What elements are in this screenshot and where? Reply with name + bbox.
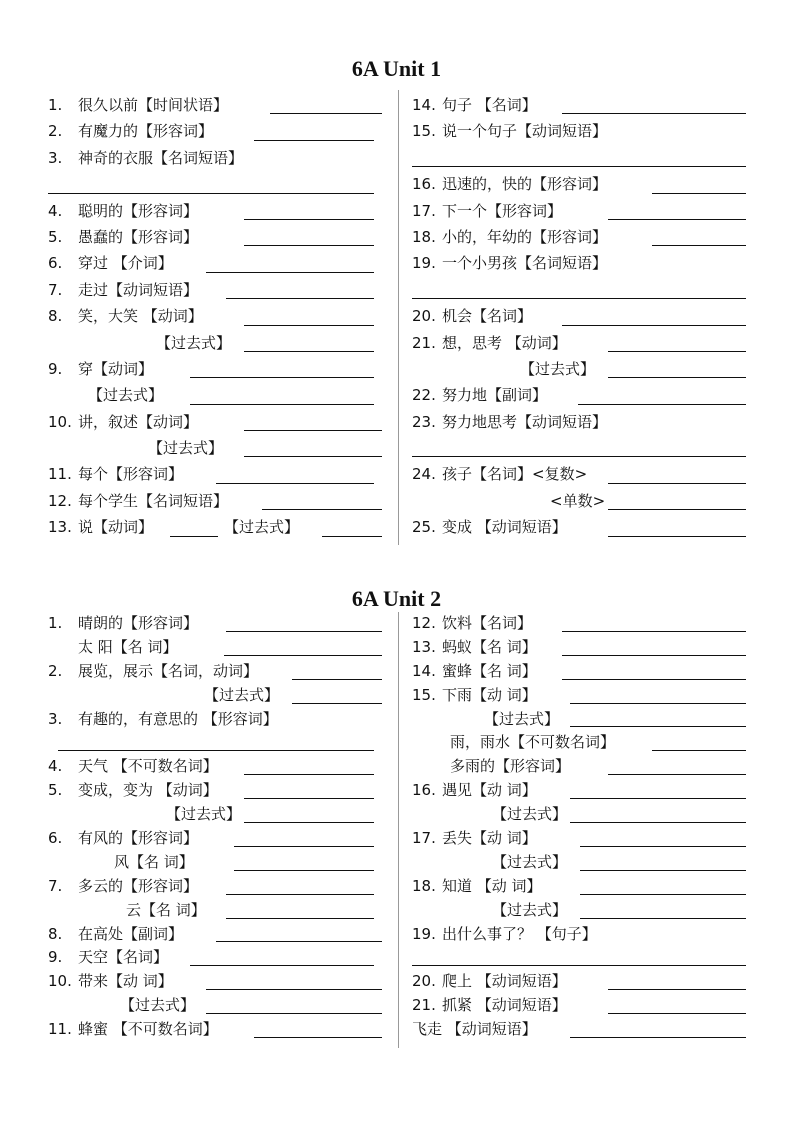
exercise-row xyxy=(412,488,748,514)
exercise-row xyxy=(412,198,748,224)
exercise-row xyxy=(412,923,748,947)
item-number: 20. xyxy=(412,307,436,326)
answer-blank[interactable] xyxy=(244,798,374,799)
exercise-row xyxy=(48,923,384,947)
exercise-row xyxy=(412,382,748,408)
exercise-row xyxy=(48,277,384,303)
answer-blank[interactable] xyxy=(562,655,746,656)
item-number: 1. xyxy=(48,96,63,114)
item-prompt: 爬上 【动词短语】 xyxy=(442,972,567,991)
exercise-row xyxy=(48,660,384,684)
answer-blank[interactable] xyxy=(216,483,374,484)
item-number: 4. xyxy=(48,201,63,220)
exercise-row xyxy=(412,779,748,803)
item-prompt: 穿【动词】 xyxy=(78,359,154,378)
item-number: 3. xyxy=(48,709,63,728)
item-prompt: 想，思考 【动词】 xyxy=(442,333,567,352)
answer-blank[interactable] xyxy=(226,298,374,299)
item-prompt: 愚蠢的【形容词】 xyxy=(78,227,199,246)
exercise-row xyxy=(48,875,384,899)
item-number: 13. xyxy=(412,637,436,656)
answer-blank[interactable] xyxy=(412,166,746,167)
item-prompt: 在高处【副词】 xyxy=(78,924,184,943)
exercise-row xyxy=(48,198,384,224)
item-prompt: 【过去式】 xyxy=(492,805,568,824)
answer-blank[interactable] xyxy=(578,404,746,405)
answer-blank[interactable] xyxy=(190,965,374,966)
exercise-row xyxy=(48,461,384,487)
answer-blank[interactable] xyxy=(206,989,382,990)
item-number: 12. xyxy=(48,491,72,510)
item-prompt: 云【名 词】 xyxy=(126,900,206,919)
item-prompt: 【过去式】 xyxy=(520,359,596,378)
exercise-row xyxy=(412,684,748,708)
answer-blank[interactable] xyxy=(292,679,382,680)
unit1-divider xyxy=(398,90,399,545)
exercise-row xyxy=(412,250,748,276)
item-prompt: <单数> xyxy=(550,491,606,510)
exercise-row xyxy=(412,970,748,994)
answer-blank[interactable] xyxy=(570,798,746,799)
exercise-row xyxy=(412,514,748,540)
answer-blank[interactable] xyxy=(244,430,382,431)
item-number: 14. xyxy=(412,96,436,114)
item-prompt: 讲，叙述【动词】 xyxy=(78,412,199,431)
exercise-row xyxy=(412,171,748,197)
item-prompt: 蜂蜜 【不可数名词】 xyxy=(78,1020,218,1039)
answer-blank[interactable] xyxy=(234,870,374,871)
answer-blank[interactable] xyxy=(562,631,746,632)
exercise-row xyxy=(48,92,384,118)
answer-blank[interactable] xyxy=(580,870,746,871)
answer-blank[interactable] xyxy=(570,726,746,727)
exercise-row xyxy=(48,731,384,755)
item-prompt: 【过去式】 xyxy=(88,386,164,405)
exercise-row xyxy=(48,946,384,970)
item-prompt: 【过去式】 xyxy=(204,685,280,704)
unit2-title: 6A Unit 2 xyxy=(351,586,442,611)
exercise-row xyxy=(412,994,748,1018)
item-number: 7. xyxy=(48,876,63,895)
exercise-row xyxy=(48,636,384,660)
exercise-row xyxy=(412,224,748,250)
item-prompt: 聪明的【形容词】 xyxy=(78,201,199,220)
exercise-row xyxy=(412,660,748,684)
exercise-row xyxy=(48,779,384,803)
answer-blank[interactable] xyxy=(244,325,374,326)
item-prompt: 风【名 词】 xyxy=(114,852,194,871)
item-number: 5. xyxy=(48,781,63,800)
answer-blank[interactable] xyxy=(48,193,374,194)
item-prompt: 说一个句子【动词短语】 xyxy=(442,122,608,141)
answer-blank[interactable] xyxy=(608,351,746,352)
item-prompt: 抓紧 【动词短语】 xyxy=(442,996,567,1015)
answer-blank[interactable] xyxy=(270,113,382,114)
exercise-row xyxy=(412,899,748,923)
exercise-row xyxy=(412,409,748,435)
exercise-row xyxy=(412,636,748,660)
exercise-row xyxy=(412,435,748,461)
answer-blank[interactable] xyxy=(244,245,374,246)
item-number: 16. xyxy=(412,781,436,800)
answer-blank[interactable] xyxy=(322,536,382,537)
answer-blank[interactable] xyxy=(608,377,746,378)
item-prompt: 有魔力的【形容词】 xyxy=(78,122,214,141)
answer-blank[interactable] xyxy=(58,750,374,751)
exercise-row xyxy=(48,145,384,171)
answer-blank[interactable] xyxy=(562,679,746,680)
exercise-row xyxy=(48,356,384,382)
item-prompt: 天空【名词】 xyxy=(78,948,169,967)
answer-blank[interactable] xyxy=(608,483,746,484)
item-prompt: 走过【动词短语】 xyxy=(78,280,199,299)
item-prompt: 变成 【动词短语】 xyxy=(442,518,567,537)
item-prompt: 有趣的，有意思的 【形容词】 xyxy=(78,709,278,728)
exercise-row xyxy=(412,145,748,171)
answer-blank[interactable] xyxy=(608,509,746,510)
item-number: 23. xyxy=(412,412,436,431)
answer-blank[interactable] xyxy=(580,894,746,895)
item-prompt: 笑，大笑 【动词】 xyxy=(78,307,203,326)
exercise-row xyxy=(412,92,748,118)
item-prompt: 飞走 【动词短语】 xyxy=(412,1020,537,1039)
answer-blank[interactable] xyxy=(562,113,746,114)
answer-blank[interactable] xyxy=(226,894,374,895)
answer-blank[interactable] xyxy=(608,219,746,220)
item-number: 6. xyxy=(48,829,63,848)
exercise-row xyxy=(48,899,384,923)
item-prompt: 有风的【形容词】 xyxy=(78,829,199,848)
item-number: 19. xyxy=(412,924,436,943)
item-number: 22. xyxy=(412,386,436,405)
exercise-row xyxy=(48,755,384,779)
unit2-right-column xyxy=(412,612,748,1042)
exercise-row xyxy=(412,461,748,487)
answer-blank[interactable] xyxy=(292,703,382,704)
answer-blank[interactable] xyxy=(244,774,374,775)
item-prompt: 展览，展示【名词，动词】 xyxy=(78,661,259,680)
item-prompt: 孩子【名词】<复数> xyxy=(442,465,588,484)
item-number: 18. xyxy=(412,227,436,246)
item-number: 17. xyxy=(412,201,436,220)
item-number: 1. xyxy=(48,614,63,632)
item-prompt: 每个【形容词】 xyxy=(78,465,184,484)
item-prompt: 每个学生【名词短语】 xyxy=(78,491,229,510)
item-number: 24. xyxy=(412,465,436,484)
exercise-row xyxy=(48,803,384,827)
item-number: 5. xyxy=(48,227,63,246)
exercise-row xyxy=(48,684,384,708)
item-prompt: 丢失【动 词】 xyxy=(442,829,537,848)
item-prompt: 下一个【形容词】 xyxy=(442,201,563,220)
answer-blank[interactable] xyxy=(608,989,746,990)
exercise-row xyxy=(48,303,384,329)
item-number: 8. xyxy=(48,924,63,943)
exercise-row xyxy=(48,1018,384,1042)
item-number: 12. xyxy=(412,614,436,632)
item-prompt: 机会【名词】 xyxy=(442,307,533,326)
item-prompt: 一个小男孩【名词短语】 xyxy=(442,254,608,273)
item-prompt: 【过去式】 xyxy=(492,852,568,871)
item-number: 4. xyxy=(48,757,63,776)
answer-blank[interactable] xyxy=(226,631,382,632)
item-number: 2. xyxy=(48,661,63,680)
answer-blank[interactable] xyxy=(412,965,746,966)
exercise-row xyxy=(48,827,384,851)
answer-blank[interactable] xyxy=(570,1037,746,1038)
item-number: 15. xyxy=(412,685,436,704)
exercise-row xyxy=(48,118,384,144)
exercise-row xyxy=(412,330,748,356)
item-prompt: 饮料【名词】 xyxy=(442,614,533,632)
exercise-row xyxy=(412,875,748,899)
item-prompt: 变成，变为 【动词】 xyxy=(78,781,218,800)
answer-blank[interactable] xyxy=(216,941,382,942)
item-prompt: 出什么事了？ 【句子】 xyxy=(442,924,597,943)
unit2-left-column xyxy=(48,612,384,1042)
item-prompt: 太 阳【名 词】 xyxy=(78,637,178,656)
exercise-row xyxy=(412,731,748,755)
item-prompt: 【过去式】 xyxy=(148,439,224,458)
answer-blank[interactable] xyxy=(652,245,746,246)
item-number: 10. xyxy=(48,972,72,991)
exercise-row xyxy=(48,970,384,994)
answer-blank[interactable] xyxy=(608,1013,746,1014)
item-prompt: 带来【动 词】 xyxy=(78,972,173,991)
item-number: 8. xyxy=(48,307,63,326)
answer-blank[interactable] xyxy=(254,1037,382,1038)
item-prompt: 遇见【动 词】 xyxy=(442,781,537,800)
answer-blank[interactable] xyxy=(562,325,746,326)
answer-blank[interactable] xyxy=(412,456,746,457)
item-prompt: 努力地【副词】 xyxy=(442,386,548,405)
item-prompt: 穿过 【介词】 xyxy=(78,254,173,273)
exercise-row xyxy=(48,250,384,276)
answer-blank[interactable] xyxy=(190,377,374,378)
answer-blank[interactable] xyxy=(244,219,374,220)
item-number: 19. xyxy=(412,254,436,273)
item-prompt: 【过去式】 xyxy=(484,709,560,728)
answer-blank[interactable] xyxy=(652,193,746,194)
answer-blank[interactable] xyxy=(262,509,382,510)
unit1-left-column xyxy=(48,92,384,541)
item-prompt: 知道 【动 词】 xyxy=(442,876,542,895)
exercise-row xyxy=(412,946,748,970)
exercise-row xyxy=(412,803,748,827)
exercise-row xyxy=(412,118,748,144)
exercise-row xyxy=(412,708,748,732)
item-number: 3. xyxy=(48,148,63,167)
item-prompt: 句子 【名词】 xyxy=(442,96,537,114)
answer-blank[interactable] xyxy=(190,404,374,405)
answer-blank[interactable] xyxy=(244,456,382,457)
exercise-row xyxy=(48,224,384,250)
item-number: 16. xyxy=(412,175,436,194)
answer-blank[interactable] xyxy=(608,774,746,775)
item-prompt: 晴朗的【形容词】 xyxy=(78,614,199,632)
answer-blank[interactable] xyxy=(570,703,746,704)
item-prompt: 【过去式】 xyxy=(166,805,242,824)
item-number: 13. xyxy=(48,518,72,537)
answer-blank[interactable] xyxy=(234,846,374,847)
item-prompt: 【过去式】 xyxy=(492,900,568,919)
unit1-title: 6A Unit 1 xyxy=(351,56,442,81)
exercise-row xyxy=(48,994,384,1018)
item-prompt: 蜜蜂【名 词】 xyxy=(442,661,537,680)
exercise-row xyxy=(48,851,384,875)
item-number: 20. xyxy=(412,972,436,991)
answer-blank[interactable] xyxy=(580,846,746,847)
item-prompt: 【过去式】 xyxy=(156,333,232,352)
exercise-row xyxy=(412,1018,748,1042)
item-prompt: 雨，雨水【不可数名词】 xyxy=(450,733,616,752)
exercise-row xyxy=(412,612,748,636)
answer-blank[interactable] xyxy=(224,655,382,656)
answer-blank[interactable] xyxy=(580,918,746,919)
item-prompt: 很久以前【时间状语】 xyxy=(78,96,229,114)
answer-blank[interactable] xyxy=(206,1013,382,1014)
exercise-row xyxy=(412,755,748,779)
item-number: 14. xyxy=(412,661,436,680)
item-prompt: 多云的【形容词】 xyxy=(78,876,199,895)
item-number: 9. xyxy=(48,359,63,378)
exercise-row xyxy=(48,330,384,356)
item-number: 18. xyxy=(412,876,436,895)
exercise-row xyxy=(412,827,748,851)
exercise-row xyxy=(48,708,384,732)
answer-blank[interactable] xyxy=(244,351,374,352)
answer-blank[interactable] xyxy=(244,822,374,823)
unit2-divider xyxy=(398,612,399,1048)
exercise-row xyxy=(48,171,384,197)
unit1-right-column xyxy=(412,92,748,541)
item-number: 2. xyxy=(48,122,63,141)
exercise-row xyxy=(48,382,384,408)
item-prompt: 神奇的衣服【名词短语】 xyxy=(78,148,244,167)
exercise-row xyxy=(48,409,384,435)
item-number: 9. xyxy=(48,948,63,967)
item-number: 6. xyxy=(48,254,63,273)
item-prompt: 天气 【不可数名词】 xyxy=(78,757,218,776)
exercise-row xyxy=(412,356,748,382)
answer-blank[interactable] xyxy=(608,536,746,537)
answer-blank[interactable] xyxy=(226,918,374,919)
item-number: 21. xyxy=(412,333,436,352)
exercise-row xyxy=(48,488,384,514)
answer-blank[interactable] xyxy=(652,750,746,751)
answer-blank[interactable] xyxy=(254,140,374,141)
exercise-row xyxy=(412,277,748,303)
exercise-row xyxy=(412,851,748,875)
item-number: 11. xyxy=(48,465,72,484)
item-prompt: 迅速的，快的【形容词】 xyxy=(442,175,608,194)
item-prompt: 多雨的【形容词】 xyxy=(450,757,571,776)
item-number: 25. xyxy=(412,518,436,537)
item-number: 21. xyxy=(412,996,436,1015)
exercise-row xyxy=(48,612,384,636)
item-number: 15. xyxy=(412,122,436,141)
item-number: 7. xyxy=(48,280,63,299)
item-prompt-secondary: 【过去式】 xyxy=(224,518,300,537)
item-prompt: 蚂蚁【名 词】 xyxy=(442,637,537,656)
exercise-row xyxy=(412,303,748,329)
item-prompt: 【过去式】 xyxy=(120,996,196,1015)
item-number: 11. xyxy=(48,1020,72,1039)
item-number: 17. xyxy=(412,829,436,848)
answer-blank[interactable] xyxy=(170,536,218,537)
answer-blank[interactable] xyxy=(570,822,746,823)
item-prompt: 努力地思考【动词短语】 xyxy=(442,412,608,431)
item-prompt: 说【动词】 xyxy=(78,518,154,537)
exercise-row xyxy=(48,514,384,540)
answer-blank[interactable] xyxy=(206,272,374,273)
item-prompt: 小的，年幼的【形容词】 xyxy=(442,227,608,246)
answer-blank[interactable] xyxy=(412,298,746,299)
item-prompt: 下雨【动 词】 xyxy=(442,685,537,704)
item-number: 10. xyxy=(48,412,72,431)
exercise-row xyxy=(48,435,384,461)
